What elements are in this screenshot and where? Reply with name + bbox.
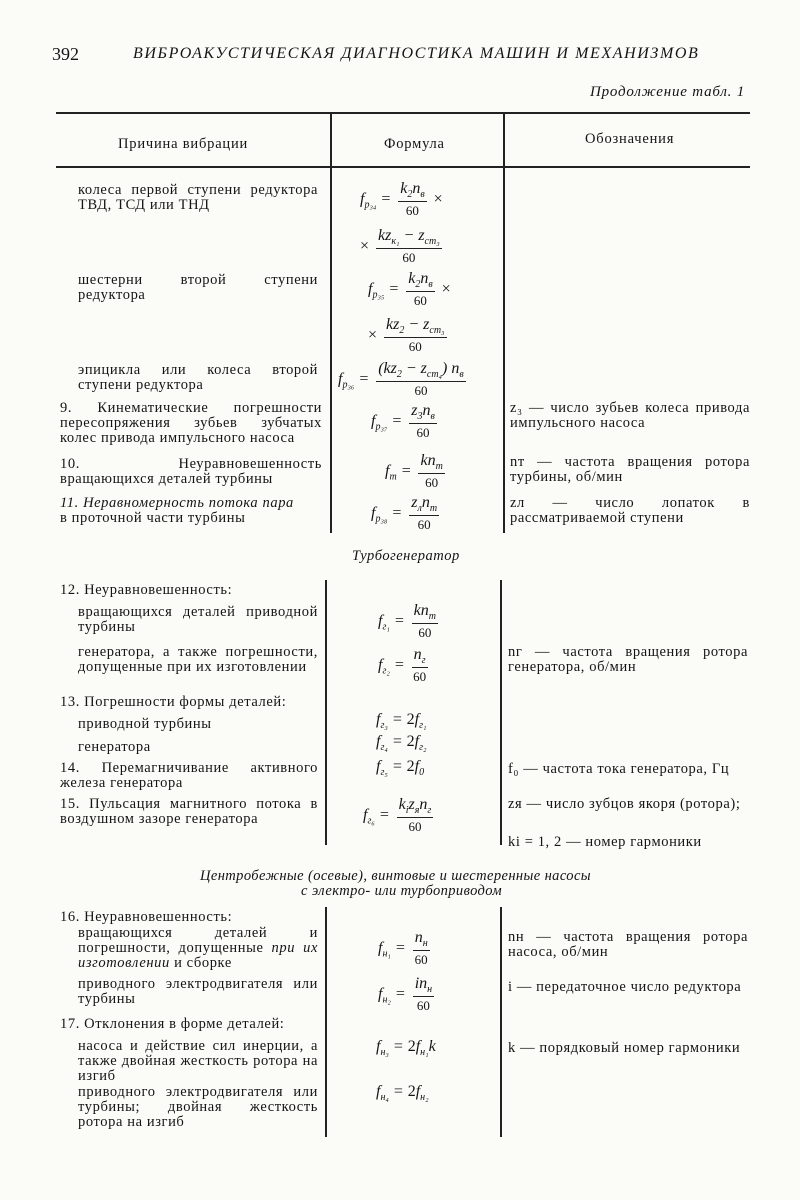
cause-text: приводного электродвигателя или турбины; двойная жесткость ротора на изгиб [78,1084,318,1130]
section-title-line-2: с электро- или турбоприводом [301,883,503,899]
column-divider-1 [330,113,332,533]
page-number: 392 [52,44,79,64]
notation-text: zл — число лопаток в рассматриваемой ступени [510,495,750,526]
cause-text-main: вращающихся деталей и погрешности, допущенные [78,925,318,956]
table-top-rule [56,112,750,114]
formula-fp36: $f_{p_{36}}$ = $\frac{(kz_2 - z_{ст_4}) n_в}{60}$ [338,360,464,399]
cause-text [60,496,322,526]
cause-text: насоса и действие сил инерции, а также двойная жесткость ротора на изгиб [78,1038,318,1084]
formula-fg2: $f_{г_2}$ = $\frac{n_г}{60}$ [378,646,427,685]
notation-text: nг — частота вращения ротора генератора, об/мин [508,644,748,675]
cause-text: шестерни второй ступени редуктора [78,272,318,303]
column-divider-2 [500,580,502,845]
cause-text: 9. Кинематические погрешности пересопряжения зубьев зубчатых колес привода импульсного насоса [60,400,322,446]
column-divider-2 [503,113,505,533]
cause-text-tail: и сборке [174,955,232,971]
formula-fp35-cont: × $\frac{kz_2 - z_{ст_3}}{60}$ [368,316,445,355]
cause-text: генератора [78,739,151,755]
notation-text: nт — частота вращения ротора турбины, об/мин [510,454,750,485]
formula-fn2: $f_{н_2}$ = $\frac{in_н}{60}$ [378,975,433,1014]
cause-text: приводной турбины [78,716,212,732]
column-divider-1 [325,580,327,845]
formula-fp35: $f_{p_{35}}$ = $\frac{k_2n_в}{60}$ × [368,270,451,309]
running-title: ВИБРОАКУСТИЧЕСКАЯ ДИАГНОСТИКА МАШИН И МЕХАНИЗМОВ [133,45,700,62]
cause-text: приводного электродвигателя или турбины [78,976,318,1007]
cause-text: 12. Неуравновешенность: [60,582,233,598]
table-continuation-label: Продолжение табл. 1 [590,84,746,100]
section-title-line-1: Центробежные (осевые), винтовые и шестеренные насосы [200,868,592,884]
formula-fg4: $f_{г_4} = 2f_{г_2}$ [376,733,427,754]
column-divider-1 [325,907,327,1137]
notation-text: zя — число зубцов якоря (ротора); [508,796,741,812]
cause-text: эпицикла или колеса второй ступени редуктора [78,362,318,393]
formula-fn3: $f_{н_3} = 2f_{н_1}k$ [376,1038,436,1059]
formula-fp38: $f_{p_{38}}$ = $\frac{z_лn_т}{60}$ [371,494,438,533]
notation-text: k — порядковый номер гармоники [508,1040,741,1056]
formula-fp34: $f_{p_{34}}$ = $\frac{k_2n_в}{60}$ × [360,180,443,219]
cause-text [78,926,318,971]
formula-fp37: $f_{p_{37}}$ = $\frac{z_3n_в}{60}$ [371,402,435,441]
formula-fg5: $f_{г_5} = 2f_0$ [376,758,425,779]
formula-fp34-cont: × $\frac{kz_{к_1} - z_{ст_3}}{60}$ [360,227,440,266]
cause-text: генератора, а также погрешности, допущенные при их изготовлении [78,644,318,675]
formula-fn1: $f_{н_1}$ = $\frac{n_н}{60}$ [378,929,428,968]
column-header-cause: Причина вибрации [118,136,249,152]
notation-text: i — передаточное число редуктора [508,979,742,995]
cause-text: 16. Неуравновешенность: [60,909,233,925]
cause-text-tail: в проточной части турбины [60,510,246,526]
header-bottom-rule [56,166,750,168]
formula-fg6: $f_{г_6}$ = $\frac{k_iz_яn_г}{60}$ [363,796,432,835]
cause-text: 15. Пульсация магнитного потока в воздушном зазоре генератора [60,796,318,827]
formula-fg1: $f_{г_1}$ = $\frac{kn_т}{60}$ [378,602,436,641]
column-divider-2 [500,907,502,1137]
notation-text: f₀ — частота тока генератора, Гц [508,761,730,777]
column-header-notation: Обозначения [585,131,675,147]
notation-text: nн — частота вращения ротора насоса, об/мин [508,929,748,960]
cause-text: 13. Погрешности формы деталей: [60,694,287,710]
cause-text: колеса первой ступени редуктора ТВД, ТСД или ТНД [78,182,318,213]
notation-text: z₃ — число зубьев колеса привода импульсного насоса [510,400,750,431]
formula-fg3: $f_{г_3} = 2f_{г_1}$ [376,711,427,732]
cause-text-italic: 11. Неравномерность потока пара [60,495,294,511]
section-title: Турбогенератор [352,548,460,564]
cause-text: 10. Неуравновешенность вращающихся деталей турбины [60,456,322,487]
cause-text: 14. Перемагничивание активного железа генератора [60,760,318,791]
formula-ft: $f_т$ = $\frac{kn_т}{60}$ [385,452,443,491]
cause-text: вращающихся деталей приводной турбины [78,604,318,635]
notation-text: ki = 1, 2 — номер гармоники [508,834,702,850]
cause-text: 17. Отклонения в форме деталей: [60,1016,285,1032]
formula-fn4: $f_{н_4} = 2f_{н_2}$ [376,1083,429,1104]
cause-text-italic: при их изготовлении [78,940,318,971]
column-header-formula: Формула [384,136,445,152]
